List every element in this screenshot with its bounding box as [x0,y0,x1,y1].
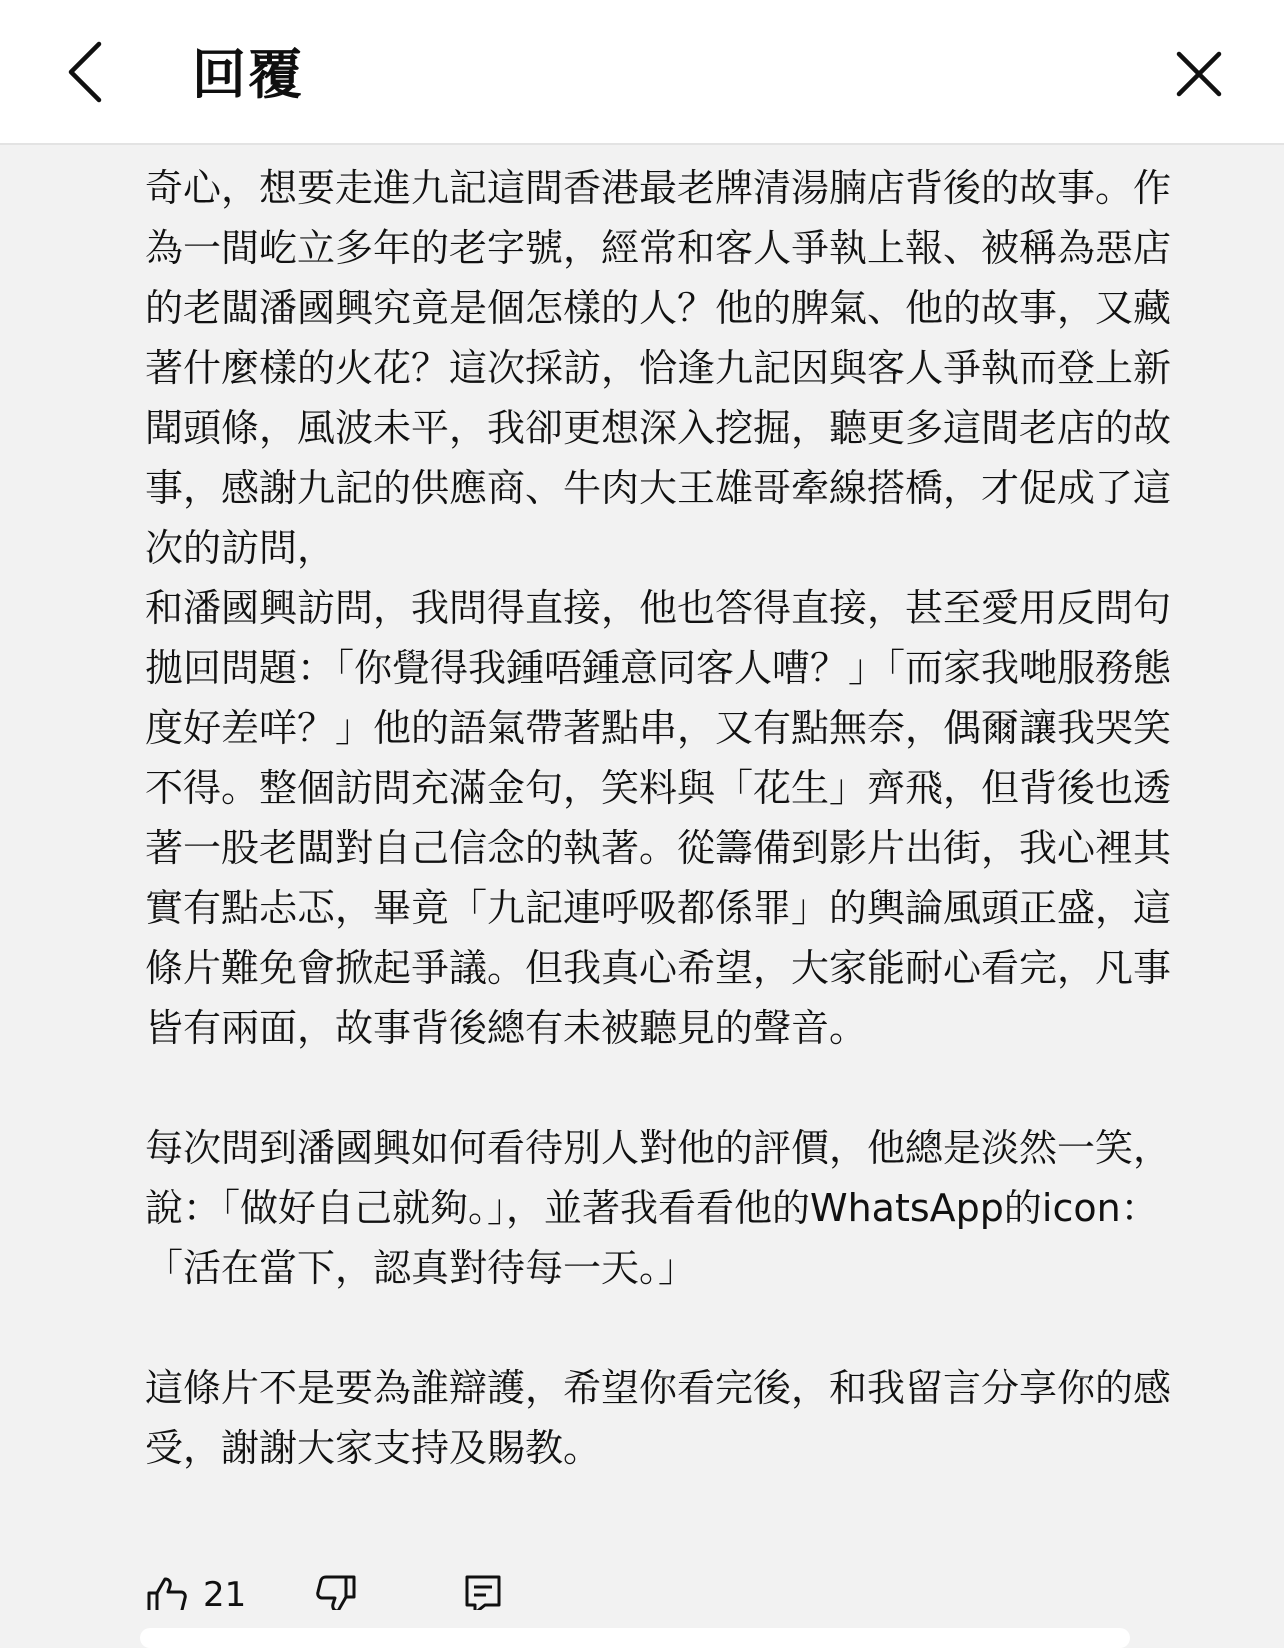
thumbs-up-icon [145,1573,189,1610]
comment-paragraph: 和潘國興訪問，我問得直接，他也答得直接，甚至愛用反問句拋回問題：「你覺得我鍾唔鍾意同客人嘈？」「而家我哋服務態度好差咩？」他的語氣帶著點串，又有點無奈，偶爾讓我哭笑不得。整個訪問充滿金句，笑料與「花生」齊飛，但背後也透著一股老闆對自己信念的執著。從籌備到影片出街，我心裡其實有點忐忑，畢竟「九記連呼吸都係罪」的輿論風頭正盛，這條片難免會掀起爭議。但我真心希望，大家能耐心看完，凡事皆有兩面，故事背後總有未被聽見的聲音。 [145,586,1172,1050]
thumbs-down-icon [314,1573,358,1610]
page-title: 回覆 [192,43,304,106]
comment-text [145,158,1205,1478]
like-button[interactable] [145,1573,246,1610]
comment-paragraph: 每次問到潘國興如何看待別人對他的評價，他總是淡然一笑，說：「做好自己就夠。」，並著我看看他的WhatsApp的icon：「活在當下，認真對待每一天。」 [145,1126,1172,1290]
paragraph-gap [145,1058,1205,1118]
reply-input-bar[interactable] [140,1628,1130,1648]
dislike-button[interactable] [314,1573,358,1610]
paragraph-gap [145,1298,1205,1358]
like-count: 21 [203,1575,247,1610]
close-icon [1176,51,1222,97]
comment-paragraph: 奇心，想要走進九記這間香港最老牌清湯腩店背後的故事。作為一間屹立多年的老字號，經常和客人爭執上報、被稱為惡店的老闆潘國興究竟是個怎樣的人？他的脾氣、他的故事，又藏著什麼樣的火花？這次採訪，恰逢九記因與客人爭執而登上新聞頭條，風波未平，我卻更想深入挖掘，聽更多這間老店的故事，感謝九記的供應商、牛肉大王雄哥牽線搭橋，才促成了這次的訪問， [145,166,1172,570]
reply-comment-icon [463,1573,503,1610]
comment-scroll-area[interactable] [0,145,1284,1610]
back-button[interactable] [50,34,120,110]
header-bar [0,0,1284,145]
reply-button[interactable] [463,1573,503,1610]
chevron-left-icon [65,40,105,104]
comment-paragraph: 這條片不是要為誰辯護，希望你看完後，和我留言分享你的感受，謝謝大家支持及賜教。 [145,1366,1172,1470]
close-button[interactable] [1165,40,1233,108]
comment-actions [145,1565,503,1610]
